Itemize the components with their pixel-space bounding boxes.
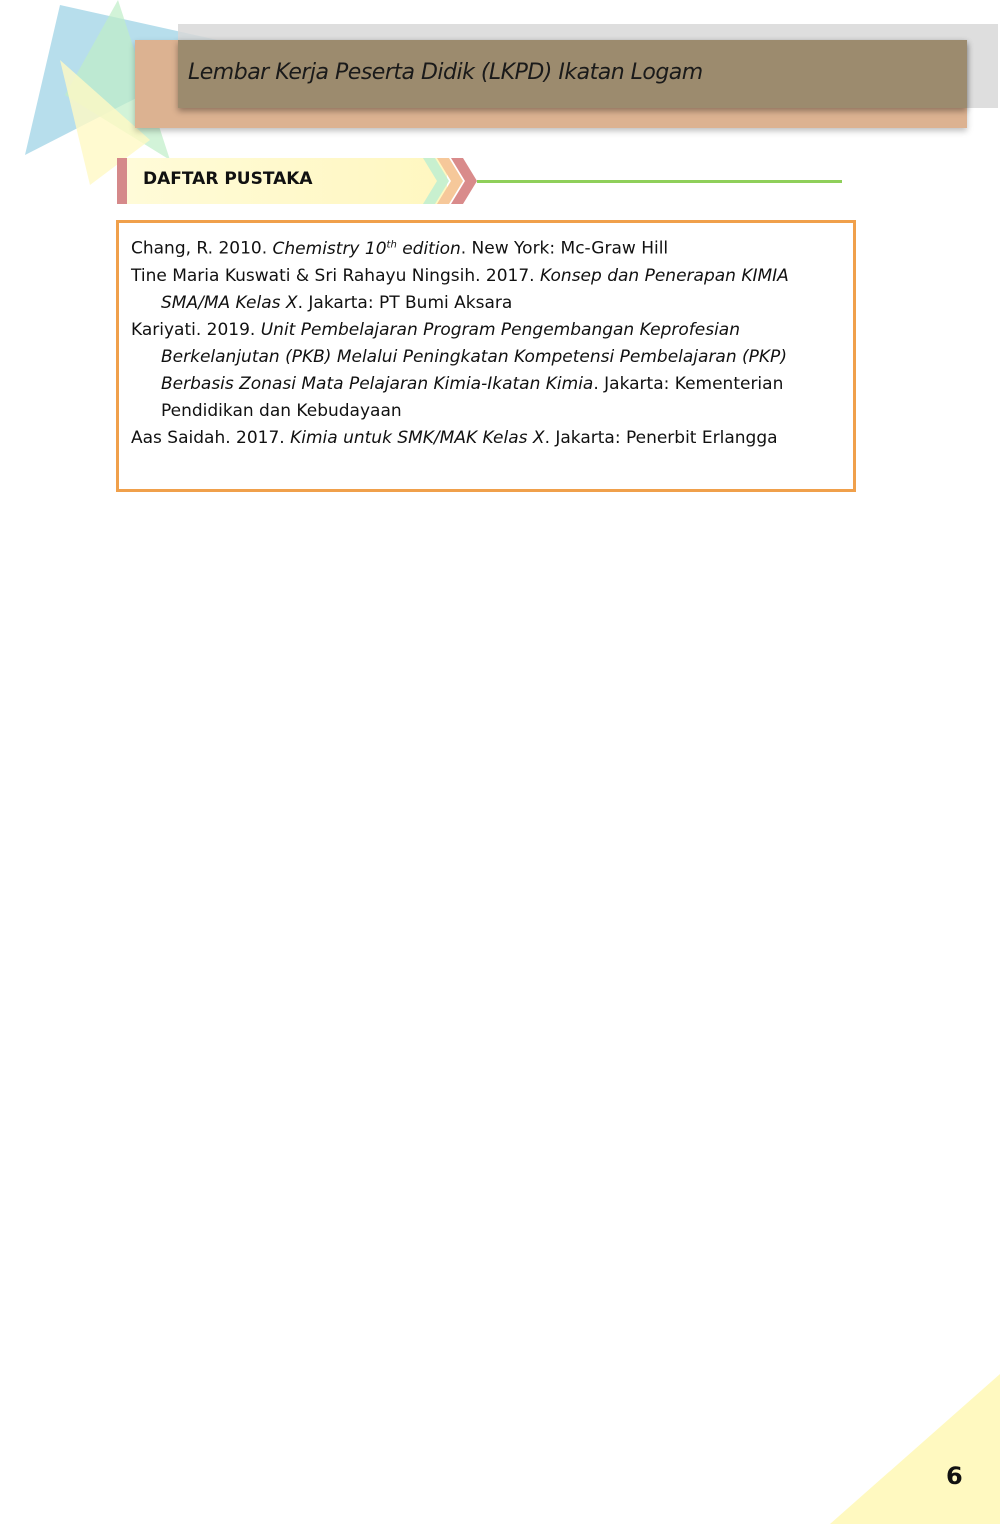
reference-item bbox=[131, 425, 835, 452]
section-heading bbox=[117, 158, 857, 204]
reference-item bbox=[131, 231, 835, 263]
reference-item bbox=[131, 317, 835, 425]
page-number: 6 bbox=[946, 1462, 963, 1490]
reference-title: Unit Pembelajaran Program Pengembangan Keprofesian Berkelanjutan (PKB) Melalui Peningkatan Kompetensi Pembelajaran (PKP) Berbasis Zonasi Mata Pelajaran Kimia-Ikatan Kimia bbox=[161, 319, 787, 394]
reference-title-text-end: edition bbox=[396, 238, 461, 259]
reference-author: Tine Maria Kuswati & Sri Rahayu Ningsih. 2017. bbox=[131, 265, 535, 286]
reference-title-superscript: th bbox=[386, 239, 397, 250]
references-box bbox=[116, 220, 856, 492]
section-strip bbox=[117, 158, 127, 204]
reference-list bbox=[131, 231, 835, 452]
reference-publisher: . Jakarta: PT Bumi Aksara bbox=[297, 292, 513, 313]
corner-decoration-bottom-right bbox=[820, 1374, 1000, 1524]
reference-title: Konsep dan Penerapan KIMIA SMA/MA Kelas X bbox=[161, 265, 789, 313]
section-title: DAFTAR PUSTAKA bbox=[143, 169, 313, 189]
header-title: Lembar Kerja Peserta Didik (LKPD) Ikatan Logam bbox=[188, 60, 703, 85]
reference-title-text: Chemistry 10 bbox=[272, 238, 387, 259]
reference-item bbox=[131, 263, 835, 317]
reference-publisher: . New York: Mc-Graw Hill bbox=[460, 238, 669, 259]
reference-author: Chang, R. 2010. bbox=[131, 238, 268, 259]
reference-publisher: . Jakarta: Penerbit Erlangga bbox=[544, 427, 778, 448]
reference-title: Kimia untuk SMK/MAK Kelas X bbox=[290, 427, 545, 448]
reference-author: Aas Saidah. 2017. bbox=[131, 427, 285, 448]
section-divider-line bbox=[477, 180, 842, 183]
reference-title bbox=[273, 239, 461, 259]
reference-publisher: . Jakarta: Kementerian Pendidikan dan Kebudayaan bbox=[161, 373, 784, 421]
reference-author: Kariyati. 2019. bbox=[131, 319, 256, 340]
